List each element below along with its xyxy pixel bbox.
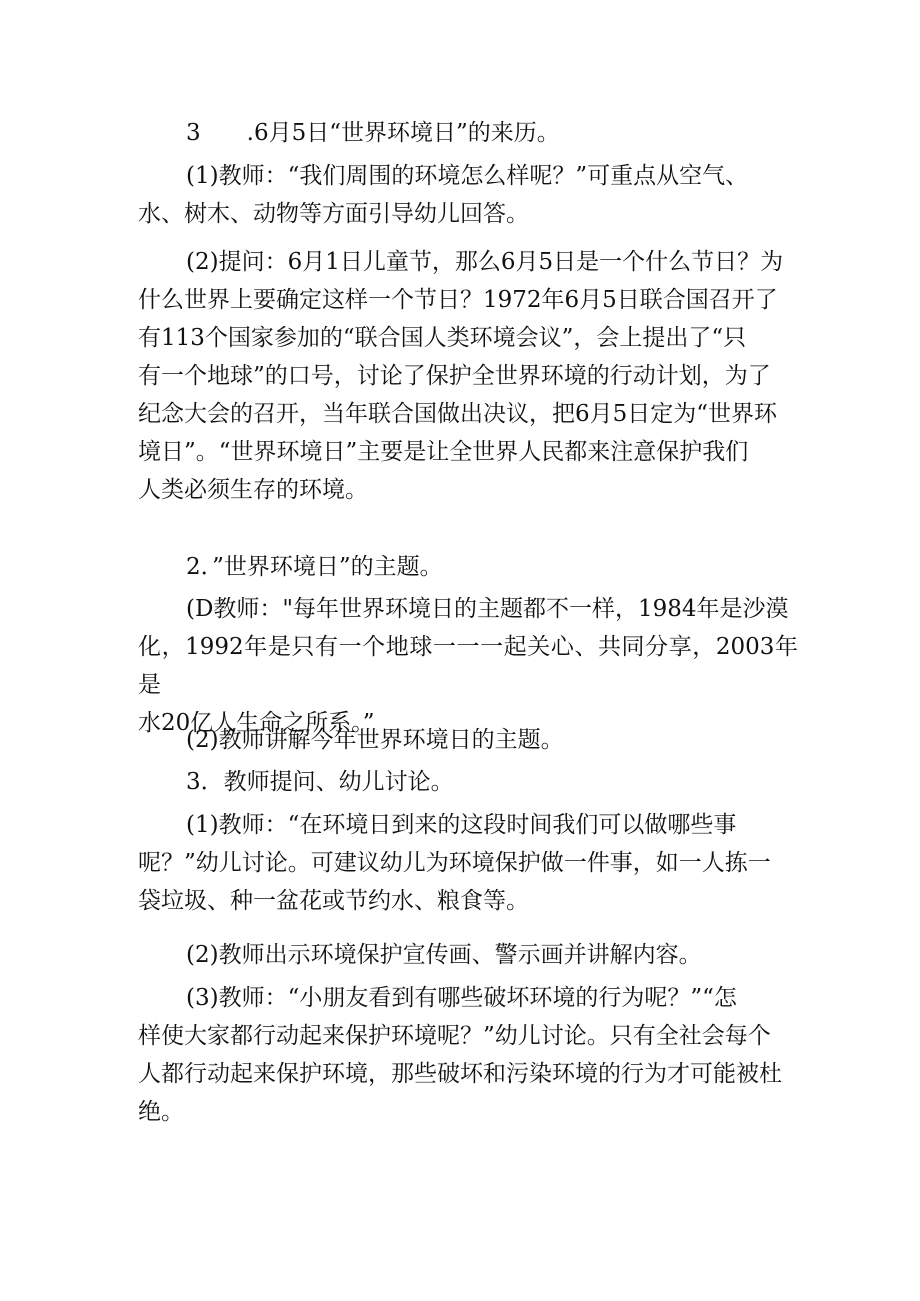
paragraph-discussion-2 — [138, 936, 798, 974]
text-line: 有113个国家参加的“联合国人类环境会议”，会上提出了“只 — [138, 325, 747, 351]
text-line: 呢？”幼儿讨论。可建议幼儿为环境保护做一件事，如一人拣一 — [138, 850, 771, 876]
text-line: 绝。 — [138, 1099, 184, 1125]
text-line: (1)教师：“我们周围的环境怎么样呢？”可重点从空气、 — [186, 163, 749, 189]
text-line: (D教师："每年世界环境日的主题都不一样，1984年是沙漠 — [186, 596, 789, 622]
paragraph-section-3b-heading — [138, 763, 798, 801]
paragraph-question-2 — [138, 243, 798, 509]
paragraph-discussion-1 — [138, 806, 798, 920]
text-line: 人都行动起来保护环境，那些破坏和污染环境的行为才可能被杜 — [138, 1061, 782, 1087]
text-line: (2)教师出示环境保护宣传画、警示画并讲解内容。 — [186, 942, 702, 968]
text-line: 水20亿人生命之所系。” — [138, 710, 375, 736]
text-line: (3)教师：“小朋友看到有哪些破坏环境的行为呢？”“怎 — [186, 985, 737, 1011]
text-line: 3．教师提问、幼儿讨论。 — [186, 769, 454, 795]
text-line: (1)教师：“在环境日到来的这段时间我们可以做哪些事 — [186, 812, 737, 838]
text-line: (2)教师讲解今年世界环境日的主题。 — [186, 727, 564, 753]
text-line: 境日”。“世界环境日”主要是让全世界人民都来注意保护我们 — [138, 439, 749, 465]
text-line: 化，1992年是只有一个地球一一一起关心、共同分享，2003年是 — [138, 634, 798, 698]
text-line: 袋垃圾、种一盆花或节约水、粮食等。 — [138, 888, 529, 914]
text-line: (2)提问：6月1日儿童节，那么6月5日是一个什么节日？为 — [186, 249, 784, 275]
paragraph-question-1 — [138, 157, 798, 233]
text-line: 有一个地球”的口号，讨论了保护全世界环境的行动计划，为了 — [138, 363, 771, 389]
paragraph-theme-explain — [138, 721, 798, 759]
paragraph-discussion-3 — [138, 979, 798, 1131]
paragraph-section-2-heading — [138, 548, 798, 586]
text-line: 水、树木、动物等方面引导幼儿回答。 — [138, 201, 529, 227]
text-line: 样使大家都行动起来保护环境呢？”幼儿讨论。只有全社会每个 — [138, 1023, 771, 1049]
text-line: 什么世界上要确定这样一个节日？1972年6月5日联合国召开了 — [138, 287, 778, 313]
text-line: 纪念大会的召开，当年联合国做出决议，把6月5日定为“世界环 — [138, 401, 778, 427]
paragraph-theme-intro — [138, 590, 798, 742]
text-line: 人类必须生存的环境。 — [138, 477, 368, 503]
text-line: 2．”世界环境日”的主题。 — [186, 554, 443, 580]
paragraph-section-3-heading — [138, 114, 798, 152]
text-line: 3 .6月5日“世界环境日”的来历。 — [186, 120, 560, 146]
